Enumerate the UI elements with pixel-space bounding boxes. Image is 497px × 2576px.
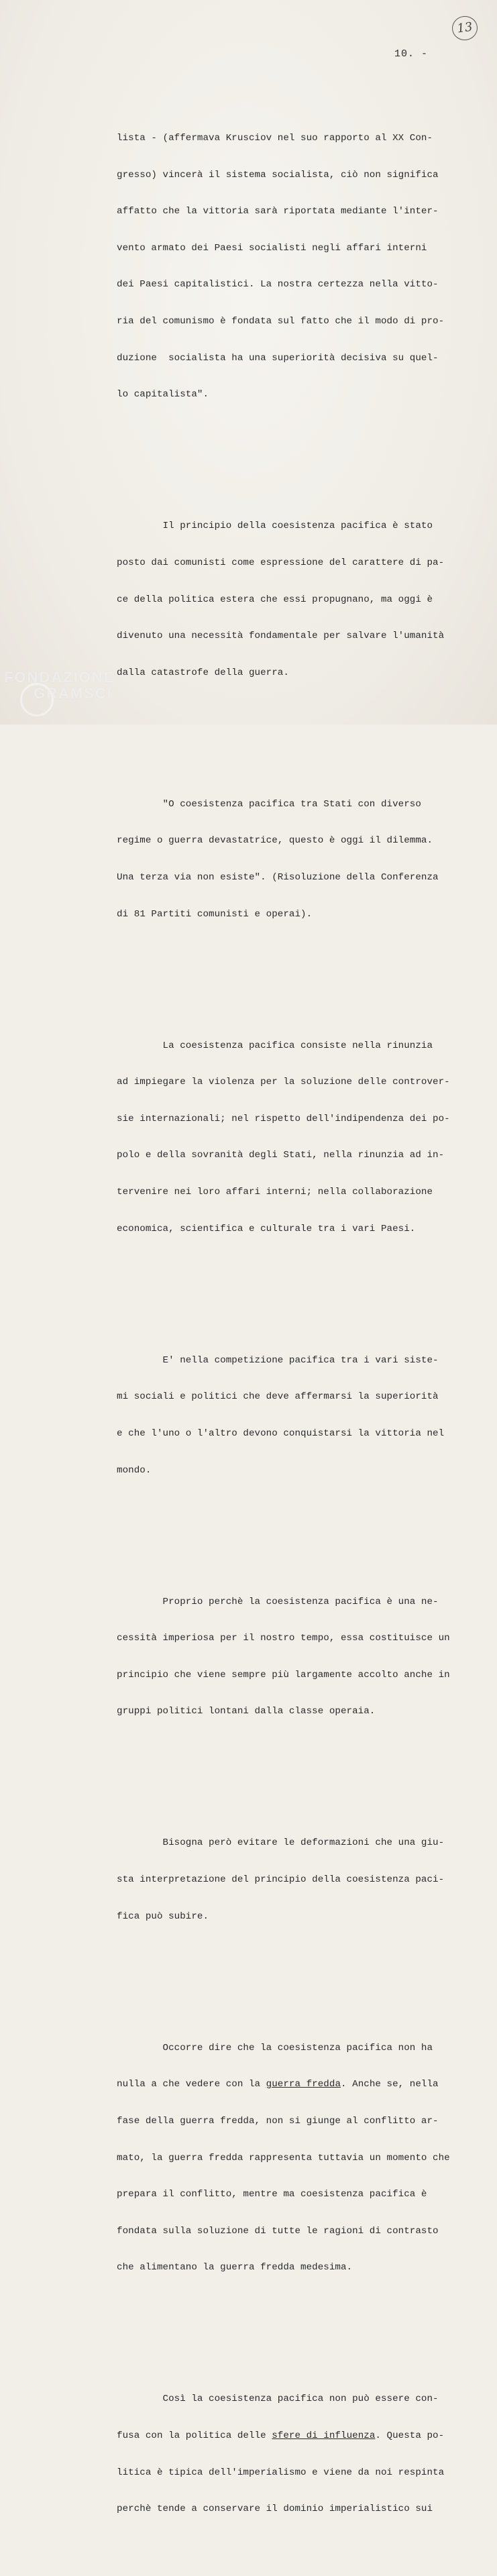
text-line: che alimentano la guerra fredda medesima.: [117, 2262, 353, 2273]
text-line: dalla catastrofe della guerra.: [117, 667, 289, 678]
text-line: cessità imperiosa per il nostro tempo, essa costituisce un: [117, 1633, 450, 1644]
paragraph-1: [117, 108, 479, 425]
watermark-logo: FONDAZIONE GRAMSCI: [4, 669, 115, 702]
text-line: tervenire nei loro affari interni; nella collaborazione: [117, 1187, 433, 1198]
text-line: litica è tipica dell'imperialismo e viene da noi respinta: [117, 2467, 445, 2478]
text-line: duzione socialista ha una superiorità decisiva su quel-: [117, 352, 439, 364]
paragraph-5: [117, 1330, 479, 1501]
text-line: lista - (affermava Krusciov nel suo rapporto al XX Con-: [117, 133, 433, 144]
text-line: Proprio perchè la coesistenza pacifica è una ne-: [117, 1596, 439, 1607]
text-line: divenuto una necessità fondamentale per salvare l'umanità: [117, 631, 445, 642]
paragraph-9: [117, 2369, 479, 2540]
text-line: Il principio della coesistenza pacifica è stato: [117, 521, 433, 532]
paragraph-2: [117, 496, 479, 703]
text-line: di 81 Partiti comunisti e operai).: [117, 908, 313, 920]
text-line: prepara il conflitto, mentre ma coesistenza pacifica è: [117, 2189, 427, 2200]
text-line: dei Paesi capitalistici. La nostra certezza nella vitto-: [117, 279, 439, 290]
text-line: mato, la guerra fredda rappresenta tuttavia un momento che: [117, 2152, 450, 2163]
text-line: lo capitalista".: [117, 389, 209, 400]
text-line: polo e della sovranità degli Stati, nella rinunzia ad in-: [117, 1150, 445, 1161]
text-line: ad impiegare la violenza per la soluzione delle controver-: [117, 1077, 450, 1088]
text-line: ria del comunismo è fondata sul fatto che il modo di pro-: [117, 316, 445, 327]
text-line: nulla a che vedere con la guerra fredda. Anche se, nella: [117, 2079, 439, 2090]
paragraph-4: [117, 1015, 479, 1259]
document-body: [117, 71, 479, 2576]
paragraph-6: [117, 1571, 479, 1742]
text-line: fusa con la politica delle sfere di influenza. Questa po-: [117, 2430, 445, 2441]
text-line: e che l'uno o l'altro devono conquistarsi la vittoria nel: [117, 1428, 445, 1439]
text-line: sta interpretazione del principio della coesistenza paci-: [117, 1874, 445, 1886]
underlined-term-sfere-di-influenza: sfere di influenza: [272, 2430, 376, 2441]
text-line: fondata sulla soluzione di tutte le ragioni di contrasto: [117, 2225, 439, 2237]
text-line: perchè tende a conservare il dominio imperialistico sui: [117, 2504, 433, 2515]
underlined-term-guerra-fredda: guerra fredda: [266, 2079, 341, 2090]
text-line: fase della guerra fredda, non si giunge al conflitto ar-: [117, 2115, 439, 2127]
text-line: gresso) vincerà il sistema socialista, ciò non significa: [117, 169, 439, 180]
text-line: "O coesistenza pacifica tra Stati con diverso: [117, 798, 421, 810]
text-line: regime o guerra devastatrice, questo è oggi il dilemma.: [117, 835, 433, 847]
text-line: mi sociali e politici che deve affermarsi la superiorità: [117, 1391, 439, 1403]
text-line: E' nella competizione pacifica tra i vari siste-: [117, 1354, 439, 1366]
text-line: fica può subire.: [117, 1911, 209, 1922]
text-line: sie internazionali; nel rispetto dell'indipendenza dei po-: [117, 1113, 450, 1124]
paragraph-3-quote: [117, 773, 479, 945]
text-line: posto dai comunisti come espressione del carattere di pa-: [117, 557, 445, 568]
text-line: vento armato dei Paesi socialisti negli affari interni: [117, 242, 427, 254]
text-line: ce della politica estera che essi propugnano, ma oggi è: [117, 594, 433, 605]
paragraph-7: [117, 1813, 479, 1947]
text-line: La coesistenza pacifica consiste nella rinunzia: [117, 1040, 433, 1051]
text-line: affatto che la vittoria sarà riportata mediante l'inter-: [117, 206, 439, 217]
text-line: gruppi politici lontani dalla classe operaia.: [117, 1706, 376, 1717]
text-line: Occorre dire che la coesistenza pacifica non ha: [117, 2042, 433, 2053]
paragraph-8: [117, 2017, 479, 2298]
text-line: economica, scientifica e culturale tra i vari Paesi.: [117, 1223, 416, 1234]
text-line: Una terza via non esiste". (Risoluzione della Conferenza: [117, 872, 439, 883]
page-number: 10. -: [394, 48, 429, 60]
text-line: Bisogna però evitare le deformazioni che una giu-: [117, 1837, 445, 1849]
text-line: principio che viene sempre più largamente accolto anche in: [117, 1669, 450, 1680]
text-line: mondo.: [117, 1464, 152, 1476]
archive-page-stamp: 13: [451, 15, 480, 42]
text-line: Così la coesistenza pacifica non può essere con-: [117, 2394, 439, 2405]
